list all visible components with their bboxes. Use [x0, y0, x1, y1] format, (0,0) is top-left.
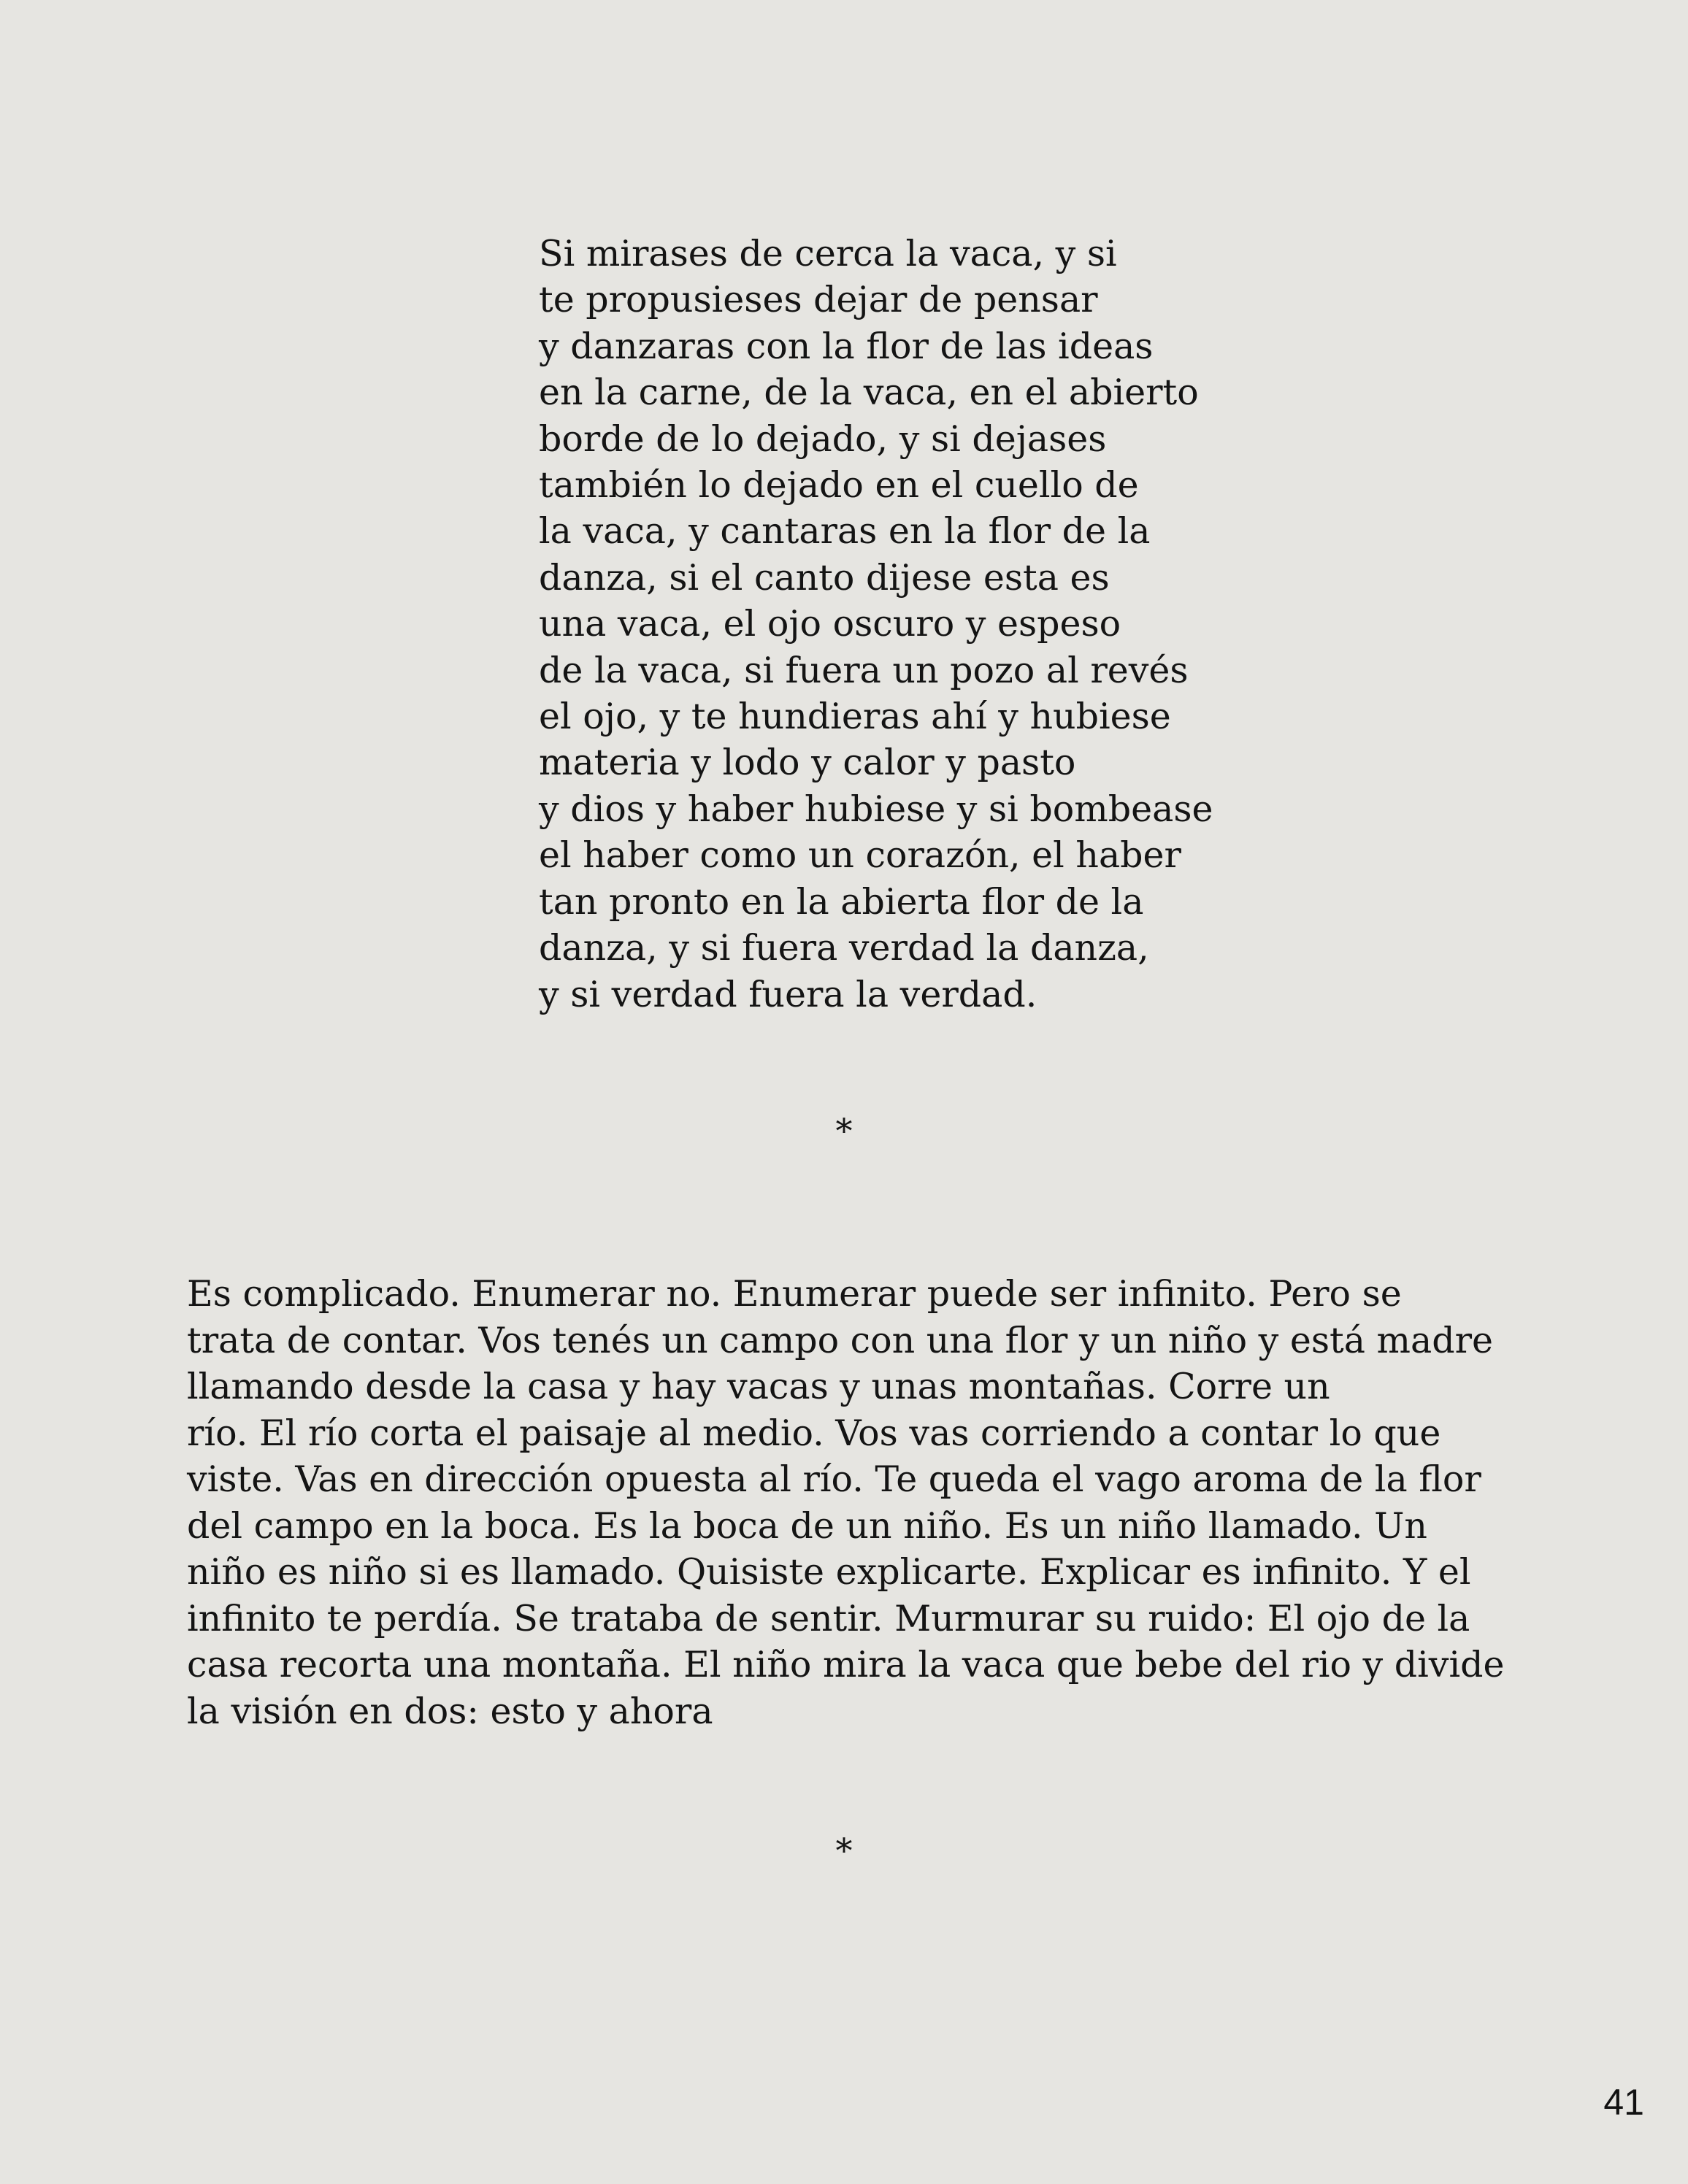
prose-line: niño es niño si es llamado. Quisiste explicarte. Explicar es infinito. Y el: [187, 1551, 1471, 1593]
prose-line: llamando desde la casa y hay vacas y unas montañas. Corre un: [187, 1366, 1330, 1407]
section-separator-asterisk: *: [835, 1111, 853, 1150]
page-number: 41: [1603, 2082, 1644, 2123]
prose-line: Es complicado. Enumerar no. Enumerar puede ser infinito. Pero se: [187, 1273, 1402, 1315]
poem-line: el haber como un corazón, el haber: [539, 834, 1181, 877]
prose-line: casa recorta una montaña. El niño mira la vaca que bebe del rio y divide: [187, 1644, 1505, 1685]
poem-line: Si mirases de cerca la vaca, y si: [539, 233, 1117, 274]
poem-line: materia y lodo y calor y pasto: [539, 742, 1076, 784]
poem-line: danza, si el canto dijese esta es: [539, 556, 1110, 599]
poem-line: el ojo, y te hundieras ahí y hubiese: [539, 696, 1171, 738]
prose-line: viste. Vas en dirección opuesta al río. Te queda el vago aroma de la flor: [187, 1458, 1481, 1500]
poem-line: te propusieses dejar de pensar: [539, 279, 1098, 321]
poem-line: y si verdad fuera la verdad.: [539, 973, 1037, 1015]
poem-stanza: [539, 231, 1213, 1018]
prose-line: río. El río corta el paisaje al medio. Vos vas corriendo a contar lo que: [187, 1412, 1441, 1454]
poem-line: de la vaca, si fuera un pozo al revés: [539, 649, 1189, 691]
poem-line: tan pronto en la abierta flor de la: [539, 880, 1144, 923]
prose-line: la visión en dos: esto y ahora: [187, 1690, 713, 1732]
poem-line: borde de lo dejado, y si dejases: [539, 418, 1107, 460]
poem-line: danza, y si fuera verdad la danza,: [539, 927, 1149, 969]
prose-paragraph: [187, 1271, 1505, 1734]
poem-line: en la carne, de la vaca, en el abierto: [539, 372, 1199, 414]
prose-line: del campo en la boca. Es la boca de un niño. Es un niño llamado. Un: [187, 1504, 1427, 1547]
poem-line: y dios y haber hubiese y si bombease: [539, 788, 1213, 830]
poem-line: una vaca, el ojo oscuro y espeso: [539, 603, 1121, 645]
poem-line: la vaca, y cantaras en la flor de la: [539, 510, 1151, 553]
prose-line: infinito te perdía. Se trataba de sentir. Murmurar su ruido: El ojo de la: [187, 1597, 1470, 1639]
section-separator-asterisk: *: [835, 1831, 853, 1870]
poem-line: y danzaras con la flor de las ideas: [539, 325, 1154, 367]
prose-line: trata de contar. Vos tenés un campo con una flor y un niño y está madre: [187, 1319, 1494, 1361]
poem-line: también lo dejado en el cuello de: [539, 464, 1139, 507]
